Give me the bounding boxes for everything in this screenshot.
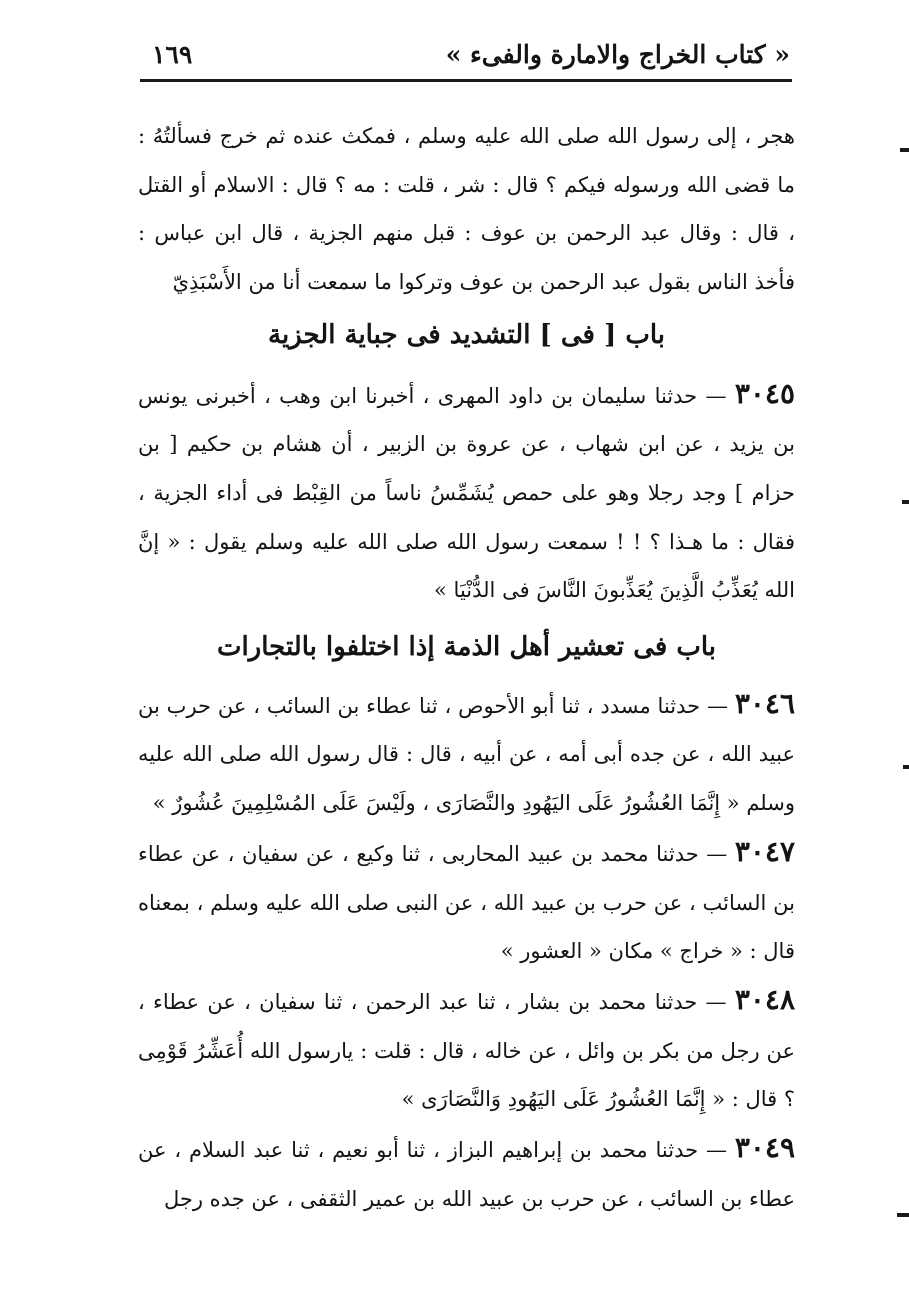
hadith-number: ٣٠٤٦	[734, 686, 795, 720]
hadith-number: ٣٠٤٧	[734, 834, 795, 868]
hadith-3049	[138, 1124, 795, 1223]
hadith-3047	[138, 828, 795, 976]
page-number: ١٦٩	[152, 40, 193, 69]
chapter-heading-jizya: باب [ فى ] التشديد فى جباية الجزية	[268, 319, 665, 350]
hadith-number: ٣٠٤٥	[734, 376, 795, 410]
body-text	[138, 112, 795, 1223]
margin-mark	[900, 148, 909, 152]
hadith-text: — حدثنا محمد بن بشار ، ثنا عبد الرحمن ، ثنا سفيان ، عن عطاء ، عن رجل من بكر بن وائل ، عن خاله ، قال : قلت : يارسول الله أُعَشِّرُ قَوْمِى ؟ قال : « إِنَّمَا العُشُورُ عَلَى اليَهُودِ وَالنَّصَارَى »	[138, 989, 795, 1112]
hadith-text: — حدثنا مسدد ، ثنا أبو الأحوص ، ثنا عطاء بن السائب ، عن حرب بن عبيد الله ، عن جده أبى أمه ، عن أبيه ، قال : قال رسول الله صلى الله عليه وسلم « إِنَّمَا العُشُورُ عَلَى اليَهُودِ والنَّصَارَى ، ولَيْسَ عَلَى المُسْلِمِينَ عُشُورٌ »	[138, 693, 795, 816]
hadith-3048	[138, 976, 795, 1124]
chapter-heading-tashir: باب فى تعشير أهل الذمة إذا اختلفوا بالتجارات	[216, 632, 716, 663]
hadith-text: — حدثنا محمد بن إبراهيم البزاز ، ثنا أبو نعيم ، ثنا عبد السلام ، عن عطاء بن السائب ، عن حرب بن عبيد الله بن عمير الثقفى ، عن جده رجل	[138, 1138, 795, 1211]
hadith-text: — حدثنا سليمان بن داود المهرى ، أخبرنا ابن وهب ، أخبرنى يونس بن يزيد ، عن ابن شهاب ، عن عروة بن الزبير ، أن هشام بن حكيم [ بن حزام ] وجد رجلا وهو على حمص يُشَمِّسُ ناساً من القِبْط فى أداء الجزية ، فقال : ما هـذا ؟ ! ! سمعت رسول الله صلى الله عليه وسلم يقول : « إنَّ الله يُعَذِّبُ الَّذِينَ يُعَذِّبونَ النَّاسَ فى الدُّنْيَا »	[138, 383, 795, 603]
margin-mark	[897, 1213, 909, 1217]
hadith-3046	[138, 680, 795, 828]
margin-mark	[902, 500, 909, 504]
hadith-number: ٣٠٤٩	[734, 1131, 795, 1165]
hadith-3045	[138, 370, 795, 616]
intro-paragraph: هجر ، إلى رسول الله صلى الله عليه وسلم ، فمكث عنده ثم خرج فسألتُهُ : ما قضى الله ورسوله فيكم ؟ قال : شر ، قلت : مه ؟ قال : الاسلام أو القتل ، قال : وقال عبد الرحمن بن عوف : قبل منهم الجزية ، قال ابن عباس : فأخذ الناس بقول عبد الرحمن بن عوف وتركوا ما سمعت أنا من الأَسْبَذِيّ	[138, 124, 795, 295]
hadith-text: — حدثنا محمد بن عبيد المحاربى ، ثنا وكيع ، عن سفيان ، عن عطاء بن السائب ، عن حرب بن عبيد الله ، عن النبى صلى الله عليه وسلم ، بمعناه قال : « خراج » مكان « العشور »	[138, 841, 795, 964]
header-rule	[140, 79, 792, 82]
running-title: « كتاب الخراج والامارة والفىء »	[445, 40, 790, 69]
hadith-number: ٣٠٤٨	[734, 982, 795, 1016]
margin-mark	[903, 765, 909, 769]
running-header	[140, 36, 790, 76]
